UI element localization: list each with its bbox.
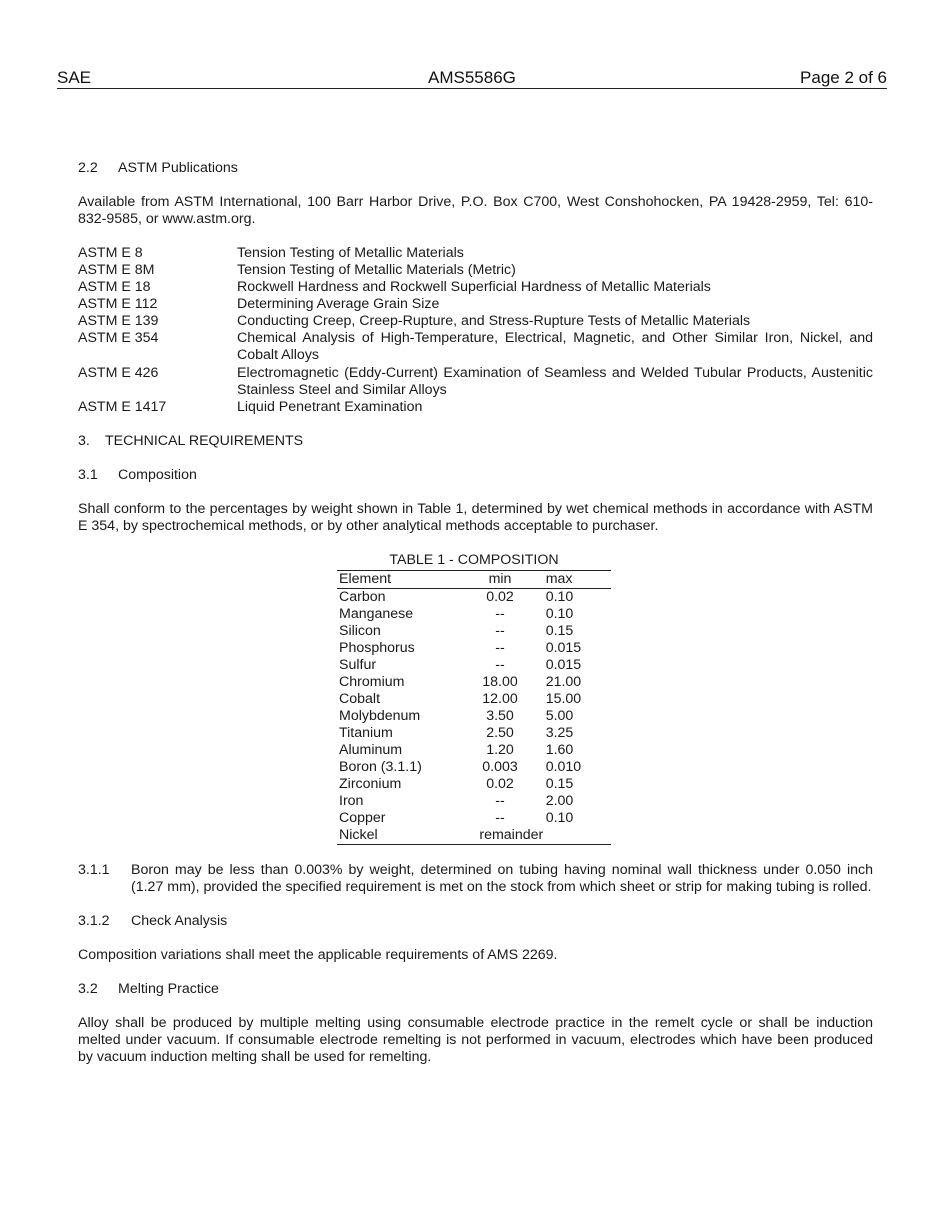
reference-code: ASTM E 354 [78,330,159,346]
reference-code: ASTM E 112 [78,296,158,312]
reference-title: Liquid Penetrant Examination [237,399,423,415]
table-row [337,640,611,657]
check-analysis-paragraph: Composition variations shall meet the applicable requirements of AMS 2269. [78,947,558,963]
reference-item [78,399,873,416]
section-number: 3.1 [78,467,98,483]
header-doc-number: AMS5586G [428,68,516,87]
max-cell: 0.15 [545,776,574,792]
document-body [78,160,873,1066]
max-cell: 0.10 [545,810,574,826]
reference-title: Electromagnetic (Eddy-Current) Examination of Seamless and Welded Tubular Products, Austenitic Stainless Steel and Similar Alloys [237,365,873,398]
element-cell: Carbon [339,589,386,605]
element-cell: Silicon [339,623,381,639]
element-cell: Titanium [339,725,393,741]
min-cell: -- [495,606,505,622]
section-title: Composition [118,467,197,483]
reference-item [78,296,873,313]
table-row [337,827,611,845]
min-cell: -- [495,810,505,826]
max-cell: 0.010 [545,759,582,775]
reference-code: ASTM E 139 [78,313,159,329]
min-cell: 3.50 [486,708,514,724]
min-cell: 12.00 [482,691,518,707]
section-3-1-heading [78,467,873,484]
element-cell: Chromium [339,674,405,690]
element-cell: Nickel [337,827,476,845]
element-cell: Manganese [339,606,414,622]
table-row [337,657,611,674]
column-header-element: Element [337,571,476,589]
table-header-row [337,571,611,589]
max-cell: 2.00 [545,793,574,809]
astm-availability-paragraph: Available from ASTM International, 100 Barr Harbor Drive, P.O. Box C700, West Conshohocken, PA 19428-2959, Tel: 610-832-9585, or www.astm.org. [78,194,873,227]
min-cell: -- [495,793,505,809]
min-cell: 18.00 [482,674,518,690]
section-number: 2.2 [78,160,98,176]
reference-code: ASTM E 1417 [78,399,167,415]
element-cell: Zirconium [339,776,402,792]
section-2-2-heading [78,160,873,177]
table-row [337,810,611,827]
element-cell: Sulfur [339,657,377,673]
element-cell: Molybdenum [339,708,421,724]
section-number: 3. [78,433,90,449]
reference-code: ASTM E 18 [78,279,151,295]
element-cell: Cobalt [339,691,381,707]
table-row [337,691,611,708]
table-row [337,759,611,776]
element-cell: Boron (3.1.1) [339,759,422,775]
table-row [337,674,611,691]
table-title: TABLE 1 - COMPOSITION [389,552,559,568]
composition-table [337,570,611,845]
table-row [337,606,611,623]
table-row [337,725,611,742]
section-number: 3.1.2 [78,913,110,929]
min-cell: 0.02 [486,589,514,605]
section-title: TECHNICAL REQUIREMENTS [105,433,304,449]
melting-practice-paragraph: Alloy shall be produced by multiple melting using consumable electrode practice in the remelt cycle or shall be induction melted under vacuum. If consumable electrode remelting is not performed in vacuum, electrodes which have been produced by vacuum induction melting shall be used for remelting. [78,1015,873,1065]
min-cell: -- [495,640,505,656]
max-cell: 21.00 [545,674,582,690]
section-number: 3.2 [78,981,98,997]
reference-item [78,313,873,330]
reference-item [78,365,873,399]
element-cell: Aluminum [339,742,403,758]
column-header-min: min [476,571,523,589]
max-cell: 0.015 [545,640,582,656]
max-cell: 0.15 [545,623,574,639]
table-row [337,776,611,793]
reference-code: ASTM E 8 [78,245,143,261]
reference-item [78,279,873,296]
table-row [337,589,611,607]
section-3-1-1 [78,862,873,896]
element-cell: Copper [339,810,386,826]
composition-table-block [337,552,611,845]
max-cell: 5.00 [545,708,574,724]
max-cell: 15.00 [545,691,582,707]
reference-item [78,245,873,262]
min-cell: -- [495,657,505,673]
reference-code: ASTM E 426 [78,365,159,381]
reference-item [78,330,873,364]
section-3-2-heading [78,981,873,998]
reference-title: Tension Testing of Metallic Materials [237,245,464,261]
section-3-heading [78,433,873,450]
table-row [337,742,611,759]
max-cell: 3.25 [545,725,574,741]
min-cell: -- [495,623,505,639]
min-cell: 2.50 [486,725,514,741]
min-cell: 0.02 [486,776,514,792]
section-number: 3.1.1 [78,862,110,878]
reference-title: Determining Average Grain Size [237,296,440,312]
header-org: SAE [57,68,92,87]
reference-list [78,245,873,416]
composition-paragraph: Shall conform to the percentages by weight shown in Table 1, determined by wet chemical methods in accordance with ASTM E 354, by spectrochemical methods, or by other analytical methods acceptable to purchaser. [78,501,873,534]
table-row [337,708,611,725]
max-cell: 1.60 [545,742,574,758]
header-page-number: Page 2 of 6 [800,68,887,87]
min-cell: 1.20 [486,742,514,758]
max-cell: 0.10 [545,589,574,605]
reference-title: Rockwell Hardness and Rockwell Superficial Hardness of Metallic Materials [237,279,711,295]
reference-title: Conducting Creep, Creep-Rupture, and Stress-Rupture Tests of Metallic Materials [237,313,751,329]
section-title: Check Analysis [131,913,228,929]
element-cell: Phosphorus [339,640,415,656]
section-title: Melting Practice [118,981,219,997]
section-title: ASTM Publications [118,160,238,176]
table-row [337,623,611,640]
max-cell: 0.10 [545,606,574,622]
element-cell: Iron [339,793,364,809]
max-cell: 0.015 [545,657,582,673]
reference-item [78,262,873,279]
reference-code: ASTM E 8M [78,262,155,278]
table-row [337,793,611,810]
reference-title: Chemical Analysis of High-Temperature, Electrical, Magnetic, and Other Similar Iron, Nickel, and Cobalt Alloys [237,330,873,363]
page-header [57,68,887,89]
section-3-1-2-heading [78,913,873,930]
column-header-max: max [524,571,611,589]
min-cell: 0.003 [482,759,518,775]
remainder-cell: remainder [476,827,611,845]
boron-note-paragraph: Boron may be less than 0.003% by weight, determined on tubing having nominal wall thickness under 0.050 inch (1.27 mm), provided the specified requirement is met on the stock from which sheet or strip for making tubing is rolled. [131,862,873,895]
reference-title: Tension Testing of Metallic Materials (Metric) [237,262,516,278]
